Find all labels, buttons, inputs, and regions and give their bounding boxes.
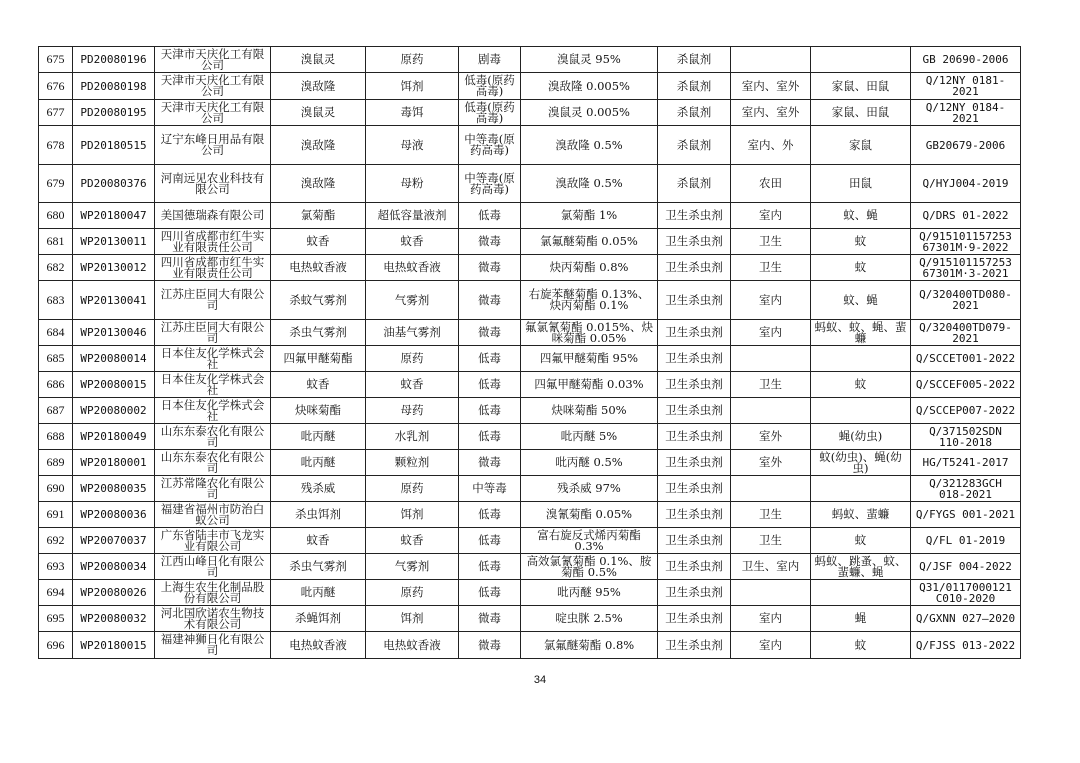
product-name-cell: 电热蚊香液 [271, 255, 366, 281]
pesticide-category-cell: 卫生杀虫剂 [658, 528, 731, 554]
table-row [39, 450, 1021, 476]
control-target-cell: 蚊 [811, 372, 911, 398]
row-number-cell: 685 [39, 346, 73, 372]
company-name-cell: 山东东泰农化有限公司 [155, 424, 271, 450]
company-name-cell: 山东东泰农化有限公司 [155, 450, 271, 476]
product-standard-cell: Q/DRS 01-2022 [911, 203, 1021, 229]
registration-number-cell: WP20130046 [73, 320, 155, 346]
row-number-cell: 679 [39, 165, 73, 203]
toxicity-cell: 低毒(原药高毒) [459, 73, 521, 100]
application-site-cell: 室内 [731, 281, 811, 320]
product-standard-cell: Q/12NY 0184-2021 [911, 100, 1021, 126]
product-standard-cell: Q/FL 01-2019 [911, 528, 1021, 554]
product-name-cell: 吡丙醚 [271, 450, 366, 476]
toxicity-cell: 低毒(原药高毒) [459, 100, 521, 126]
registration-number-cell: PD20080196 [73, 47, 155, 73]
formulation-cell: 饵剂 [366, 73, 459, 100]
formulation-cell: 母粉 [366, 165, 459, 203]
active-ingredient-content-cell: 溴敌隆 0.5% [521, 126, 658, 165]
company-name-cell: 日本住友化学株式会社 [155, 346, 271, 372]
application-site-cell: 卫生 [731, 372, 811, 398]
table-row [39, 229, 1021, 255]
product-standard-cell: Q/JSF 004-2022 [911, 554, 1021, 580]
formulation-cell: 蚊香 [366, 372, 459, 398]
toxicity-cell: 低毒 [459, 424, 521, 450]
row-number-cell: 693 [39, 554, 73, 580]
pesticide-category-cell: 卫生杀虫剂 [658, 580, 731, 606]
product-name-cell: 溴敌隆 [271, 165, 366, 203]
product-standard-cell: Q/320400TD080-2021 [911, 281, 1021, 320]
active-ingredient-content-cell: 四氟甲醚菊酯 95% [521, 346, 658, 372]
company-name-cell: 辽宁东峰日用品有限公司 [155, 126, 271, 165]
row-number-cell: 688 [39, 424, 73, 450]
pesticide-category-cell: 卫生杀虫剂 [658, 203, 731, 229]
table-row [39, 203, 1021, 229]
formulation-cell: 电热蚊香液 [366, 632, 459, 659]
control-target-cell: 蚊 [811, 229, 911, 255]
table-row [39, 372, 1021, 398]
control-target-cell: 蚂蚁、跳蚤、蚊、蜚蠊、蝇 [811, 554, 911, 580]
control-target-cell: 蚂蚁、蚊、蝇、蜚蠊 [811, 320, 911, 346]
row-number-cell: 691 [39, 502, 73, 528]
table-row [39, 606, 1021, 632]
pesticide-registration-table [38, 46, 1021, 659]
registration-number-cell: WP20080035 [73, 476, 155, 502]
table-row [39, 632, 1021, 659]
company-name-cell: 福建省福州市防治白蚁公司 [155, 502, 271, 528]
row-number-cell: 687 [39, 398, 73, 424]
toxicity-cell: 低毒 [459, 398, 521, 424]
control-target-cell: 蚊、蝇 [811, 203, 911, 229]
registration-number-cell: WP20180015 [73, 632, 155, 659]
control-target-cell: 家鼠、田鼠 [811, 100, 911, 126]
active-ingredient-content-cell: 四氟甲醚菊酯 0.03% [521, 372, 658, 398]
active-ingredient-content-cell: 溴氰菊酯 0.05% [521, 502, 658, 528]
application-site-cell: 室内 [731, 320, 811, 346]
application-site-cell: 卫生 [731, 255, 811, 281]
control-target-cell [811, 398, 911, 424]
company-name-cell: 上海生农生化制品股份有限公司 [155, 580, 271, 606]
product-standard-cell: Q/SCCET001-2022 [911, 346, 1021, 372]
application-site-cell [731, 346, 811, 372]
active-ingredient-content-cell: 啶虫脒 2.5% [521, 606, 658, 632]
pesticide-category-cell: 卫生杀虫剂 [658, 255, 731, 281]
table-row [39, 502, 1021, 528]
pesticide-category-cell: 卫生杀虫剂 [658, 398, 731, 424]
control-target-cell: 蚊 [811, 528, 911, 554]
formulation-cell: 油基气雾剂 [366, 320, 459, 346]
product-name-cell: 杀蝇饵剂 [271, 606, 366, 632]
company-name-cell: 河北国欣诺农生物技术有限公司 [155, 606, 271, 632]
toxicity-cell: 低毒 [459, 203, 521, 229]
product-name-cell: 炔咪菊酯 [271, 398, 366, 424]
application-site-cell: 卫生 [731, 229, 811, 255]
product-standard-cell: GB 20690-2006 [911, 47, 1021, 73]
product-standard-cell: Q/915101157253 67301M·3-2021 [911, 255, 1021, 281]
control-target-cell [811, 580, 911, 606]
table-row [39, 281, 1021, 320]
active-ingredient-content-cell: 右旋苯醚菊酯 0.13%、炔丙菊酯 0.1% [521, 281, 658, 320]
row-number-cell: 675 [39, 47, 73, 73]
pesticide-category-cell: 卫生杀虫剂 [658, 476, 731, 502]
formulation-cell: 气雾剂 [366, 554, 459, 580]
formulation-cell: 蚊香 [366, 229, 459, 255]
application-site-cell: 卫生、室内 [731, 554, 811, 580]
registration-number-cell: WP20070037 [73, 528, 155, 554]
toxicity-cell: 微毒 [459, 320, 521, 346]
application-site-cell: 室外 [731, 450, 811, 476]
active-ingredient-content-cell: 炔咪菊酯 50% [521, 398, 658, 424]
product-standard-cell: HG/T5241-2017 [911, 450, 1021, 476]
control-target-cell: 蚊(幼虫)、蝇(幼虫) [811, 450, 911, 476]
pesticide-category-cell: 卫生杀虫剂 [658, 450, 731, 476]
active-ingredient-content-cell: 溴鼠灵 0.005% [521, 100, 658, 126]
table-row [39, 528, 1021, 554]
active-ingredient-content-cell: 高效氯氰菊酯 0.1%、胺菊酯 0.5% [521, 554, 658, 580]
table-row [39, 346, 1021, 372]
pesticide-category-cell: 卫生杀虫剂 [658, 320, 731, 346]
product-standard-cell: Q/SCCEP007-2022 [911, 398, 1021, 424]
registration-number-cell: WP20180001 [73, 450, 155, 476]
application-site-cell [731, 476, 811, 502]
product-name-cell: 蚊香 [271, 372, 366, 398]
active-ingredient-content-cell: 氟氯氰菊酯 0.015%、炔咪菊酯 0.05% [521, 320, 658, 346]
toxicity-cell: 微毒 [459, 450, 521, 476]
registration-number-cell: WP20080015 [73, 372, 155, 398]
control-target-cell: 家鼠 [811, 126, 911, 165]
formulation-cell: 原药 [366, 346, 459, 372]
product-standard-cell: Q31/0117000121 C010-2020 [911, 580, 1021, 606]
active-ingredient-content-cell: 氯氟醚菊酯 0.05% [521, 229, 658, 255]
row-number-cell: 682 [39, 255, 73, 281]
product-name-cell: 蚊香 [271, 528, 366, 554]
control-target-cell: 家鼠、田鼠 [811, 73, 911, 100]
formulation-cell: 气雾剂 [366, 281, 459, 320]
row-number-cell: 684 [39, 320, 73, 346]
company-name-cell: 日本住友化学株式会社 [155, 372, 271, 398]
product-name-cell: 吡丙醚 [271, 580, 366, 606]
product-standard-cell: Q/371502SDN 110-2018 [911, 424, 1021, 450]
row-number-cell: 695 [39, 606, 73, 632]
formulation-cell: 母液 [366, 126, 459, 165]
registration-number-cell: WP20080002 [73, 398, 155, 424]
toxicity-cell: 剧毒 [459, 47, 521, 73]
row-number-cell: 677 [39, 100, 73, 126]
row-number-cell: 694 [39, 580, 73, 606]
product-standard-cell: Q/12NY 0181-2021 [911, 73, 1021, 100]
toxicity-cell: 低毒 [459, 554, 521, 580]
registration-number-cell: PD20080376 [73, 165, 155, 203]
toxicity-cell: 低毒 [459, 528, 521, 554]
registration-number-cell: WP20080032 [73, 606, 155, 632]
pesticide-category-cell: 杀鼠剂 [658, 100, 731, 126]
product-standard-cell: Q/SCCEF005-2022 [911, 372, 1021, 398]
application-site-cell: 室内、室外 [731, 73, 811, 100]
product-name-cell: 吡丙醚 [271, 424, 366, 450]
company-name-cell: 江苏庄臣同大有限公司 [155, 320, 271, 346]
row-number-cell: 692 [39, 528, 73, 554]
table-row [39, 165, 1021, 203]
row-number-cell: 681 [39, 229, 73, 255]
formulation-cell: 水乳剂 [366, 424, 459, 450]
product-standard-cell: Q/GXNN 027—2020 [911, 606, 1021, 632]
application-site-cell: 室内、外 [731, 126, 811, 165]
toxicity-cell: 中等毒 [459, 476, 521, 502]
formulation-cell: 电热蚊香液 [366, 255, 459, 281]
row-number-cell: 678 [39, 126, 73, 165]
product-name-cell: 溴敌隆 [271, 126, 366, 165]
product-standard-cell: Q/HYJ004-2019 [911, 165, 1021, 203]
application-site-cell: 卫生 [731, 528, 811, 554]
application-site-cell: 室内 [731, 203, 811, 229]
toxicity-cell: 低毒 [459, 346, 521, 372]
active-ingredient-content-cell: 氯氟醚菊酯 0.8% [521, 632, 658, 659]
registration-number-cell: WP20180047 [73, 203, 155, 229]
company-name-cell: 江西山峰日化有限公司 [155, 554, 271, 580]
pesticide-category-cell: 卫生杀虫剂 [658, 424, 731, 450]
registration-number-cell: PD20180515 [73, 126, 155, 165]
control-target-cell [811, 47, 911, 73]
product-name-cell: 残杀威 [271, 476, 366, 502]
row-number-cell: 683 [39, 281, 73, 320]
product-name-cell: 蚊香 [271, 229, 366, 255]
application-site-cell [731, 398, 811, 424]
product-name-cell: 四氟甲醚菊酯 [271, 346, 366, 372]
table-row [39, 580, 1021, 606]
toxicity-cell: 微毒 [459, 229, 521, 255]
product-name-cell: 杀虫气雾剂 [271, 320, 366, 346]
pesticide-category-cell: 卫生杀虫剂 [658, 502, 731, 528]
table-row [39, 126, 1021, 165]
pesticide-category-cell: 卫生杀虫剂 [658, 372, 731, 398]
control-target-cell: 蚊 [811, 255, 911, 281]
product-standard-cell: Q/FJSS 013-2022 [911, 632, 1021, 659]
table-row [39, 398, 1021, 424]
control-target-cell: 蚊 [811, 632, 911, 659]
table-row [39, 100, 1021, 126]
product-standard-cell: Q/320400TD079-2021 [911, 320, 1021, 346]
registration-number-cell: WP20080034 [73, 554, 155, 580]
active-ingredient-content-cell: 残杀威 97% [521, 476, 658, 502]
control-target-cell: 蝇(幼虫) [811, 424, 911, 450]
active-ingredient-content-cell: 溴敌隆 0.5% [521, 165, 658, 203]
control-target-cell [811, 476, 911, 502]
product-name-cell: 杀蚊气雾剂 [271, 281, 366, 320]
table-row [39, 255, 1021, 281]
control-target-cell [811, 346, 911, 372]
toxicity-cell: 低毒 [459, 372, 521, 398]
active-ingredient-content-cell: 吡丙醚 95% [521, 580, 658, 606]
active-ingredient-content-cell: 氯菊酯 1% [521, 203, 658, 229]
table-row [39, 554, 1021, 580]
application-site-cell: 室外 [731, 424, 811, 450]
product-standard-cell: Q/FYGS 001-2021 [911, 502, 1021, 528]
product-standard-cell: Q/321283GCH 018-2021 [911, 476, 1021, 502]
toxicity-cell: 微毒 [459, 255, 521, 281]
product-name-cell: 杀虫气雾剂 [271, 554, 366, 580]
toxicity-cell: 微毒 [459, 281, 521, 320]
product-name-cell: 溴鼠灵 [271, 47, 366, 73]
toxicity-cell: 低毒 [459, 580, 521, 606]
active-ingredient-content-cell: 炔丙菊酯 0.8% [521, 255, 658, 281]
row-number-cell: 696 [39, 632, 73, 659]
pesticide-category-cell: 杀鼠剂 [658, 73, 731, 100]
company-name-cell: 日本住友化学株式会社 [155, 398, 271, 424]
control-target-cell: 蚊、蝇 [811, 281, 911, 320]
toxicity-cell: 中等毒(原药高毒) [459, 165, 521, 203]
table-row [39, 424, 1021, 450]
pesticide-category-cell: 卫生杀虫剂 [658, 554, 731, 580]
pesticide-category-cell: 杀鼠剂 [658, 165, 731, 203]
application-site-cell: 室内 [731, 606, 811, 632]
product-name-cell: 溴鼠灵 [271, 100, 366, 126]
application-site-cell: 卫生 [731, 502, 811, 528]
registration-number-cell: WP20080036 [73, 502, 155, 528]
control-target-cell: 田鼠 [811, 165, 911, 203]
product-name-cell: 杀虫饵剂 [271, 502, 366, 528]
registration-number-cell: WP20130011 [73, 229, 155, 255]
active-ingredient-content-cell: 吡丙醚 5% [521, 424, 658, 450]
registration-number-cell: WP20080014 [73, 346, 155, 372]
active-ingredient-content-cell: 吡丙醚 0.5% [521, 450, 658, 476]
registration-number-cell: PD20080198 [73, 73, 155, 100]
company-name-cell: 天津市天庆化工有限公司 [155, 100, 271, 126]
formulation-cell: 原药 [366, 580, 459, 606]
registration-number-cell: PD20080195 [73, 100, 155, 126]
company-name-cell: 江苏庄臣同大有限公司 [155, 281, 271, 320]
product-name-cell: 氯菊酯 [271, 203, 366, 229]
registration-number-cell: WP20180049 [73, 424, 155, 450]
registration-number-cell: WP20130012 [73, 255, 155, 281]
active-ingredient-content-cell: 富右旋反式烯丙菊酯 0.3% [521, 528, 658, 554]
row-number-cell: 680 [39, 203, 73, 229]
application-site-cell [731, 47, 811, 73]
page-number: 34 [533, 674, 547, 686]
pesticide-category-cell: 卫生杀虫剂 [658, 632, 731, 659]
toxicity-cell: 微毒 [459, 632, 521, 659]
product-name-cell: 溴敌隆 [271, 73, 366, 100]
table-row [39, 73, 1021, 100]
company-name-cell: 河南远见农业科技有限公司 [155, 165, 271, 203]
active-ingredient-content-cell: 溴敌隆 0.005% [521, 73, 658, 100]
company-name-cell: 美国德瑞森有限公司 [155, 203, 271, 229]
application-site-cell: 室内 [731, 632, 811, 659]
row-number-cell: 686 [39, 372, 73, 398]
table-row [39, 320, 1021, 346]
registration-number-cell: WP20130041 [73, 281, 155, 320]
pesticide-category-cell: 杀鼠剂 [658, 126, 731, 165]
pesticide-category-cell: 卫生杀虫剂 [658, 346, 731, 372]
formulation-cell: 原药 [366, 476, 459, 502]
formulation-cell: 蚊香 [366, 528, 459, 554]
toxicity-cell: 低毒 [459, 502, 521, 528]
row-number-cell: 676 [39, 73, 73, 100]
control-target-cell: 蚂蚁、蜚蠊 [811, 502, 911, 528]
formulation-cell: 超低容量液剂 [366, 203, 459, 229]
application-site-cell [731, 580, 811, 606]
company-name-cell: 江苏常隆农化有限公司 [155, 476, 271, 502]
pesticide-category-cell: 杀鼠剂 [658, 47, 731, 73]
row-number-cell: 689 [39, 450, 73, 476]
control-target-cell: 蝇 [811, 606, 911, 632]
product-name-cell: 电热蚊香液 [271, 632, 366, 659]
application-site-cell: 农田 [731, 165, 811, 203]
formulation-cell: 毒饵 [366, 100, 459, 126]
pesticide-category-cell: 卫生杀虫剂 [658, 229, 731, 255]
formulation-cell: 饵剂 [366, 502, 459, 528]
company-name-cell: 四川省成都市红牛实业有限责任公司 [155, 229, 271, 255]
company-name-cell: 福建神狮日化有限公司 [155, 632, 271, 659]
pesticide-category-cell: 卫生杀虫剂 [658, 281, 731, 320]
formulation-cell: 饵剂 [366, 606, 459, 632]
company-name-cell: 四川省成都市红牛实业有限责任公司 [155, 255, 271, 281]
formulation-cell: 母药 [366, 398, 459, 424]
toxicity-cell: 中等毒(原药高毒) [459, 126, 521, 165]
registration-number-cell: WP20080026 [73, 580, 155, 606]
active-ingredient-content-cell: 溴鼠灵 95% [521, 47, 658, 73]
company-name-cell: 天津市天庆化工有限公司 [155, 73, 271, 100]
table-row [39, 47, 1021, 73]
row-number-cell: 690 [39, 476, 73, 502]
formulation-cell: 颗粒剂 [366, 450, 459, 476]
company-name-cell: 天津市天庆化工有限公司 [155, 47, 271, 73]
application-site-cell: 室内、室外 [731, 100, 811, 126]
pesticide-category-cell: 卫生杀虫剂 [658, 606, 731, 632]
formulation-cell: 原药 [366, 47, 459, 73]
table-row [39, 476, 1021, 502]
company-name-cell: 广东省陆丰市飞龙实业有限公司 [155, 528, 271, 554]
product-standard-cell: Q/915101157253 67301M·9-2022 [911, 229, 1021, 255]
product-standard-cell: GB20679-2006 [911, 126, 1021, 165]
toxicity-cell: 微毒 [459, 606, 521, 632]
